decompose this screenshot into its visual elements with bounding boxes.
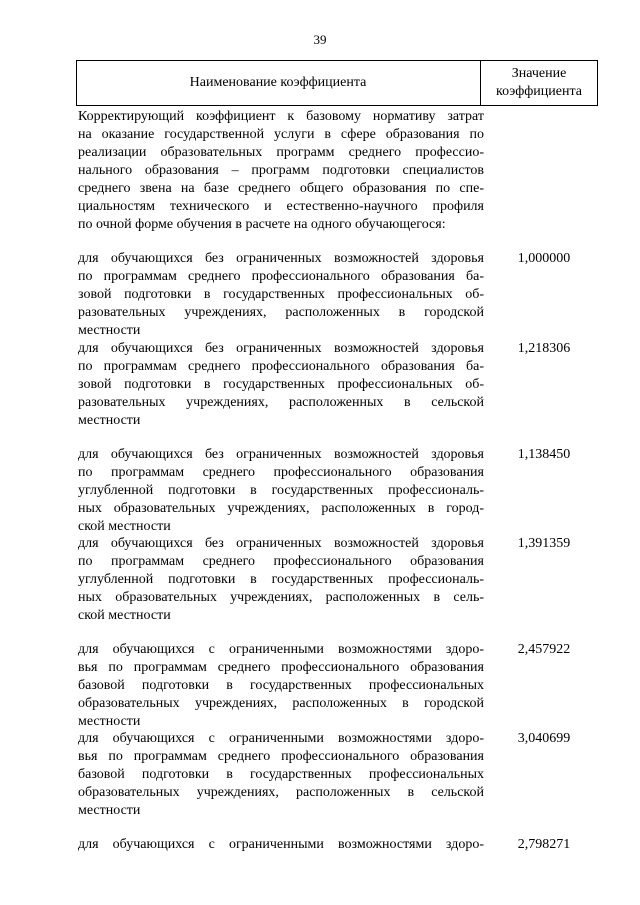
intro-line: по очной форме обучения в расчете на одного обучающегося:: [78, 217, 446, 232]
row-line: для обучающихся без ограниченных возможностей здоровья: [78, 536, 484, 551]
row-line: по программам среднего профессионального образования: [78, 465, 484, 480]
coefficient-value: 1,218306: [517, 341, 571, 356]
row-line: местности: [78, 803, 141, 818]
row-line: углубленной подготовки в государственных профессиональ-: [78, 483, 484, 498]
row-line: вья по программам среднего профессионального образования: [78, 749, 484, 764]
row-line: разовательных учреждениях, расположенных в городской: [78, 305, 484, 320]
row-line: по программам среднего профессионального образования ба-: [78, 359, 484, 374]
row-line: ных образовательных учреждениях, расположенных в сель-: [78, 590, 484, 605]
coefficient-row-description: [78, 250, 484, 340]
intro-line: нального образования – программ подготовки специалистов: [78, 163, 484, 178]
row-line: по программам среднего профессионального образования: [78, 554, 484, 569]
table-header: [76, 60, 598, 106]
page-number: 39: [313, 32, 327, 47]
coefficient-row-description: [78, 446, 484, 536]
coefficient-row-description: [78, 340, 484, 430]
row-line: для обучающихся с ограниченными возможностями здоро-: [78, 837, 484, 852]
intro-line: среднего звена на базе среднего общего образования по спе-: [78, 181, 484, 196]
row-line: для обучающихся с ограниченными возможностями здоро-: [78, 731, 484, 746]
row-line: образовательных учреждениях, расположенных в сельской: [78, 785, 484, 800]
header-coefficient-name: Наименование коэффициента: [189, 75, 367, 90]
coefficient-value: 1,391359: [517, 536, 571, 551]
row-line: ных образовательных учреждениях, расположенных в город-: [78, 501, 484, 516]
row-line: разовательных учреждениях, расположенных в сельской: [78, 395, 484, 410]
row-line: ской местности: [78, 608, 171, 623]
coefficient-value: 3,040699: [517, 731, 571, 746]
row-line: зовой подготовки в государственных профессиональных об-: [78, 287, 484, 302]
header-value-line2: коэффициента: [496, 84, 582, 99]
row-line: для обучающихся без ограниченных возможностей здоровья: [78, 341, 484, 356]
row-line: местности: [78, 323, 141, 338]
row-line: зовой подготовки в государственных профессиональных об-: [78, 377, 484, 392]
coefficient-row-description: [78, 641, 484, 731]
intro-line: реализации образовательных программ среднего профессио-: [78, 145, 484, 160]
coefficient-value: 2,457922: [517, 642, 571, 657]
row-line: местности: [78, 413, 141, 428]
header-coefficient-value: [480, 60, 598, 106]
coefficient-row-description: [78, 535, 484, 625]
row-line: для обучающихся без ограниченных возможностей здоровья: [78, 447, 484, 462]
coefficient-row-description: [78, 730, 484, 820]
coefficient-value: 1,138450: [517, 447, 571, 462]
row-line: для обучающихся с ограниченными возможностями здоро-: [78, 642, 484, 657]
row-line: базовой подготовки в государственных профессиональных: [78, 767, 484, 782]
row-line: образовательных учреждениях, расположенных в городской: [78, 696, 484, 711]
intro-paragraph: [78, 108, 484, 234]
row-line: ской местности: [78, 519, 171, 534]
intro-line: циальностям технического и естественно-научного профиля: [78, 199, 484, 214]
coefficient-value: 2,798271: [517, 837, 571, 852]
header-value-line1: Значение: [511, 66, 567, 81]
row-line: по программам среднего профессионального образования ба-: [78, 269, 484, 284]
row-line: углубленной подготовки в государственных профессиональ-: [78, 572, 484, 587]
row-line: базовой подготовки в государственных профессиональных: [78, 678, 484, 693]
coefficient-value: 1,000000: [517, 251, 571, 266]
coefficient-row-description: [78, 836, 484, 854]
row-line: вья по программам среднего профессионального образования: [78, 660, 484, 675]
row-line: для обучающихся без ограниченных возможностей здоровья: [78, 251, 484, 266]
intro-line: на оказание государственной услуги в сфере образования по: [78, 127, 484, 142]
row-line: местности: [78, 714, 141, 729]
intro-line: Корректирующий коэффициент к базовому нормативу затрат: [78, 109, 484, 124]
